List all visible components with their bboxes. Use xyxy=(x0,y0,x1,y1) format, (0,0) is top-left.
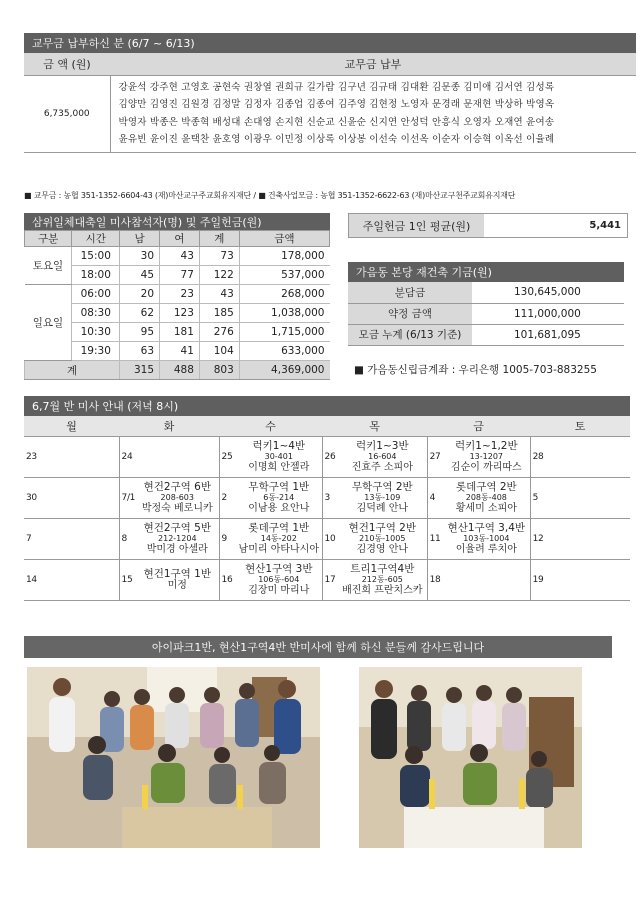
male-count: 30 xyxy=(120,247,160,266)
host: 진효주 소피아 xyxy=(351,461,413,473)
date: 9 xyxy=(219,518,236,559)
total-count: 73 xyxy=(199,247,239,266)
calendar-entry xyxy=(37,518,119,559)
weekday-thu: 목 xyxy=(322,416,427,436)
weekday-fri: 금 xyxy=(427,416,530,436)
calendar-entry xyxy=(37,559,119,600)
calendar-entry xyxy=(338,559,427,600)
female-count: 43 xyxy=(160,247,200,266)
group-name: 럭키1~4반 xyxy=(252,439,306,452)
male-total: 315 xyxy=(120,361,160,380)
female-count: 181 xyxy=(160,323,200,342)
account-info: ■ 교무금 : 농협 351-1352-6604-43 (재)마산교구주교회유지재단 / ■ 건축사업모금 : 농협 351-1352-6622-63 (재)마산교구천주교회유지재단 xyxy=(24,191,516,200)
table-row xyxy=(25,247,330,266)
date: 4 xyxy=(427,477,443,518)
host: 박미경 아셀라 xyxy=(146,543,208,555)
col-female: 여 xyxy=(160,231,200,247)
date: 25 xyxy=(219,436,236,477)
date: 27 xyxy=(427,436,443,477)
female-count: 123 xyxy=(160,304,200,323)
date: 28 xyxy=(530,436,546,477)
date: 14 xyxy=(24,559,37,600)
offering-table xyxy=(24,53,636,153)
offering-section xyxy=(24,33,636,153)
host: 배진희 프란치스카 xyxy=(342,584,423,596)
calendar-entry xyxy=(236,477,322,518)
address: 6동-214 xyxy=(263,492,295,502)
female-total: 488 xyxy=(160,361,200,380)
host: 미정 xyxy=(167,579,187,591)
building-fund-section xyxy=(348,262,624,346)
calendar-entry xyxy=(338,518,427,559)
total-row xyxy=(25,361,330,380)
total-count: 185 xyxy=(199,304,239,323)
mass-time: 10:30 xyxy=(72,323,120,342)
date: 8 xyxy=(119,518,136,559)
male-count: 95 xyxy=(120,323,160,342)
group-name: 현건1구역 1반 xyxy=(143,567,211,580)
weekday-mon: 월 xyxy=(24,416,119,436)
saturday-label: 토요일 xyxy=(25,247,72,285)
building-fund-table xyxy=(348,282,624,346)
donor-row: 박영자 박종은 박종혁 배성대 손대영 손지현 신순교 신윤순 신지연 안성덕 안흥식 오영자 오재연 윤여송 xyxy=(118,116,555,128)
calendar-entry xyxy=(443,436,530,477)
mass-time: 18:00 xyxy=(72,266,120,285)
host: 이율려 루치아 xyxy=(455,543,517,555)
date: 12 xyxy=(530,518,546,559)
fund-label: 모금 누계 (6/13 기준) xyxy=(348,324,472,345)
mass-time: 15:00 xyxy=(72,247,120,266)
table-row xyxy=(25,285,330,304)
donor-row: 윤유빈 윤이진 윤택찬 윤호영 이광우 이민정 이상록 이상봉 이선숙 이선옥 이순자 이승혁 이옥선 이율례 xyxy=(118,134,555,145)
address: 13-1207 xyxy=(469,451,504,461)
offering-amount: 537,000 xyxy=(239,266,329,285)
offering-amount: 268,000 xyxy=(239,285,329,304)
attendance-section xyxy=(24,213,330,380)
host: 김순이 까리따스 xyxy=(450,461,522,473)
male-count: 20 xyxy=(120,285,160,304)
host: 남미리 아타나시아 xyxy=(238,543,320,555)
calendar-entry xyxy=(338,436,427,477)
weekday-wed: 수 xyxy=(219,416,322,436)
amount-column-header: 금 액 (원) xyxy=(24,53,110,75)
attendance-header: 삼위일체대축일 미사참석자(명) 및 주일헌금(원) xyxy=(24,213,330,230)
col-sum: 계 xyxy=(199,231,239,247)
group-name: 현건1구역 2반 xyxy=(348,521,417,534)
date: 7 xyxy=(24,518,37,559)
donor-names xyxy=(110,75,636,152)
weekday-sat: 토 xyxy=(530,416,630,436)
table-row xyxy=(348,282,624,303)
avg-offering-box xyxy=(348,213,628,238)
mass-time: 08:30 xyxy=(72,304,120,323)
col-amount: 금액 xyxy=(239,231,329,247)
host: 이남용 요안나 xyxy=(248,502,310,514)
table-row xyxy=(348,324,624,345)
female-count: 41 xyxy=(160,342,200,361)
calendar-week xyxy=(24,559,630,600)
calendar-week xyxy=(24,477,630,518)
total-count: 43 xyxy=(199,285,239,304)
offering-amount: 633,000 xyxy=(239,342,329,361)
calendar-entry xyxy=(546,518,630,559)
weekday-tue: 화 xyxy=(119,416,219,436)
date: 5 xyxy=(530,477,546,518)
group-name: 현건2구역 5반 xyxy=(143,521,211,534)
total-count: 276 xyxy=(199,323,239,342)
host: 김경영 안나 xyxy=(356,543,409,555)
calendar-entry xyxy=(136,477,219,518)
mass-time: 19:30 xyxy=(72,342,120,361)
host: 황세미 소피아 xyxy=(455,502,517,514)
mass-time: 06:00 xyxy=(72,285,120,304)
date: 17 xyxy=(322,559,338,600)
calendar-entry xyxy=(136,559,219,600)
calendar-entry xyxy=(443,477,530,518)
date: 16 xyxy=(219,559,236,600)
date: 30 xyxy=(24,477,37,518)
address: 212-1204 xyxy=(158,533,197,543)
amount-total: 4,369,000 xyxy=(239,361,329,380)
grand-total: 803 xyxy=(199,361,239,380)
calendar-entry xyxy=(236,559,322,600)
group-name: 현산1구역 3반 xyxy=(245,562,313,575)
group-photo-right xyxy=(359,667,582,848)
group-name: 현산1구역 3,4반 xyxy=(447,521,526,534)
date: 18 xyxy=(427,559,443,600)
col-category: 구분 xyxy=(25,231,72,247)
group-name: 롯데구역 2반 xyxy=(455,480,517,493)
donor-row: 김양만 김영진 김원경 김정말 김정자 김종업 김종여 김주영 김현정 노영자 문경래 문재현 박상하 박영옥 xyxy=(118,99,555,110)
calendar-entry xyxy=(37,477,119,518)
offering-amount: 1,038,000 xyxy=(239,304,329,323)
calendar-week xyxy=(24,518,630,559)
fund-value: 101,681,095 xyxy=(472,324,624,345)
calendar-entry xyxy=(236,518,322,559)
address: 103동-1004 xyxy=(463,533,510,543)
calendar-entry xyxy=(546,436,630,477)
calendar-header: 6,7월 반 미사 안내 (저녁 8시) xyxy=(24,396,630,416)
date: 7/1 xyxy=(119,477,136,518)
table-row xyxy=(348,303,624,324)
group-photo-left-image xyxy=(27,667,320,848)
attendance-table xyxy=(24,230,330,380)
male-count: 45 xyxy=(120,266,160,285)
total-label: 계 xyxy=(25,361,120,380)
offering-amount: 178,000 xyxy=(239,247,329,266)
female-count: 77 xyxy=(160,266,200,285)
date: 3 xyxy=(322,477,338,518)
donors-column-header: 교무금 납부 xyxy=(110,53,636,75)
total-count: 122 xyxy=(199,266,239,285)
avg-offering-label: 주일헌금 1인 평균(원) xyxy=(349,214,484,237)
calendar-table xyxy=(24,416,630,601)
male-count: 62 xyxy=(120,304,160,323)
address: 13동-109 xyxy=(364,492,401,502)
group-name: 럭키1~3반 xyxy=(356,439,409,452)
avg-offering-value: 5,441 xyxy=(589,220,621,231)
calendar-entry xyxy=(37,436,119,477)
calendar-entry xyxy=(236,436,322,477)
col-time: 시간 xyxy=(72,231,120,247)
offering-amount: 1,715,000 xyxy=(239,323,329,342)
group-photo-left xyxy=(27,667,320,848)
group-name: 현건2구역 6반 xyxy=(143,480,211,493)
calendar-entry xyxy=(443,518,530,559)
date: 11 xyxy=(427,518,443,559)
address: 14동-202 xyxy=(260,533,297,543)
calendar-entry xyxy=(136,436,219,477)
date: 23 xyxy=(24,436,37,477)
offering-header: 교무금 납부하신 분 (6/7 ~ 6/13) xyxy=(24,33,636,53)
group-name: 무학구역 2반 xyxy=(351,480,413,493)
female-count: 23 xyxy=(160,285,200,304)
col-male: 남 xyxy=(120,231,160,247)
address: 208-603 xyxy=(160,492,194,502)
address: 30-401 xyxy=(264,451,293,461)
calendar-entry xyxy=(136,518,219,559)
calendar-week xyxy=(24,436,630,477)
group-name: 롯데구역 1반 xyxy=(248,521,310,534)
group-photo-right-image xyxy=(359,667,582,848)
calendar-entry xyxy=(546,559,630,600)
host: 김덕례 안나 xyxy=(356,502,409,514)
host: 이명희 안젤라 xyxy=(248,461,310,473)
host: 김장미 마리나 xyxy=(248,584,310,596)
fund-value: 111,000,000 xyxy=(472,303,624,324)
address: 16-604 xyxy=(368,451,397,461)
date: 2 xyxy=(219,477,236,518)
bank-account-info: ■ 가음동신립금계좌 : 우리은행 1005-703-883255 xyxy=(354,364,597,376)
address: 212동-605 xyxy=(361,574,403,584)
fund-label: 분담금 xyxy=(348,282,472,303)
mass-calendar-section xyxy=(24,396,630,601)
thanks-banner: 아이파크1반, 현산1구역4반 반미사에 함께 하신 분들께 감사드립니다 xyxy=(24,636,612,658)
date: 15 xyxy=(119,559,136,600)
fund-value: 130,645,000 xyxy=(472,282,624,303)
offering-amount: 6,735,000 xyxy=(24,75,110,152)
building-fund-header: 가음동 본당 재건축 기금(원) xyxy=(348,262,624,282)
address: 210동-1005 xyxy=(359,533,406,543)
donor-row: 강윤석 강주현 고영호 공현숙 권창열 권희규 길가람 김구년 김규태 김대환 김문종 김미애 김서연 김성록 xyxy=(118,81,555,93)
calendar-entry xyxy=(546,477,630,518)
group-name: 무학구역 1반 xyxy=(248,480,310,493)
date: 24 xyxy=(119,436,136,477)
address: 106동-604 xyxy=(258,574,300,584)
date: 10 xyxy=(322,518,338,559)
male-count: 63 xyxy=(120,342,160,361)
group-name: 럭키1~1,2반 xyxy=(455,439,518,452)
host: 박정숙 베로니카 xyxy=(141,502,213,514)
calendar-entry xyxy=(443,559,530,600)
address: 208동-408 xyxy=(465,492,507,502)
group-name: 트리1구역4반 xyxy=(350,562,415,575)
fund-label: 약정 금액 xyxy=(348,303,472,324)
total-count: 104 xyxy=(199,342,239,361)
calendar-entry xyxy=(338,477,427,518)
date: 26 xyxy=(322,436,338,477)
date: 19 xyxy=(530,559,546,600)
sunday-label: 일요일 xyxy=(25,285,72,361)
